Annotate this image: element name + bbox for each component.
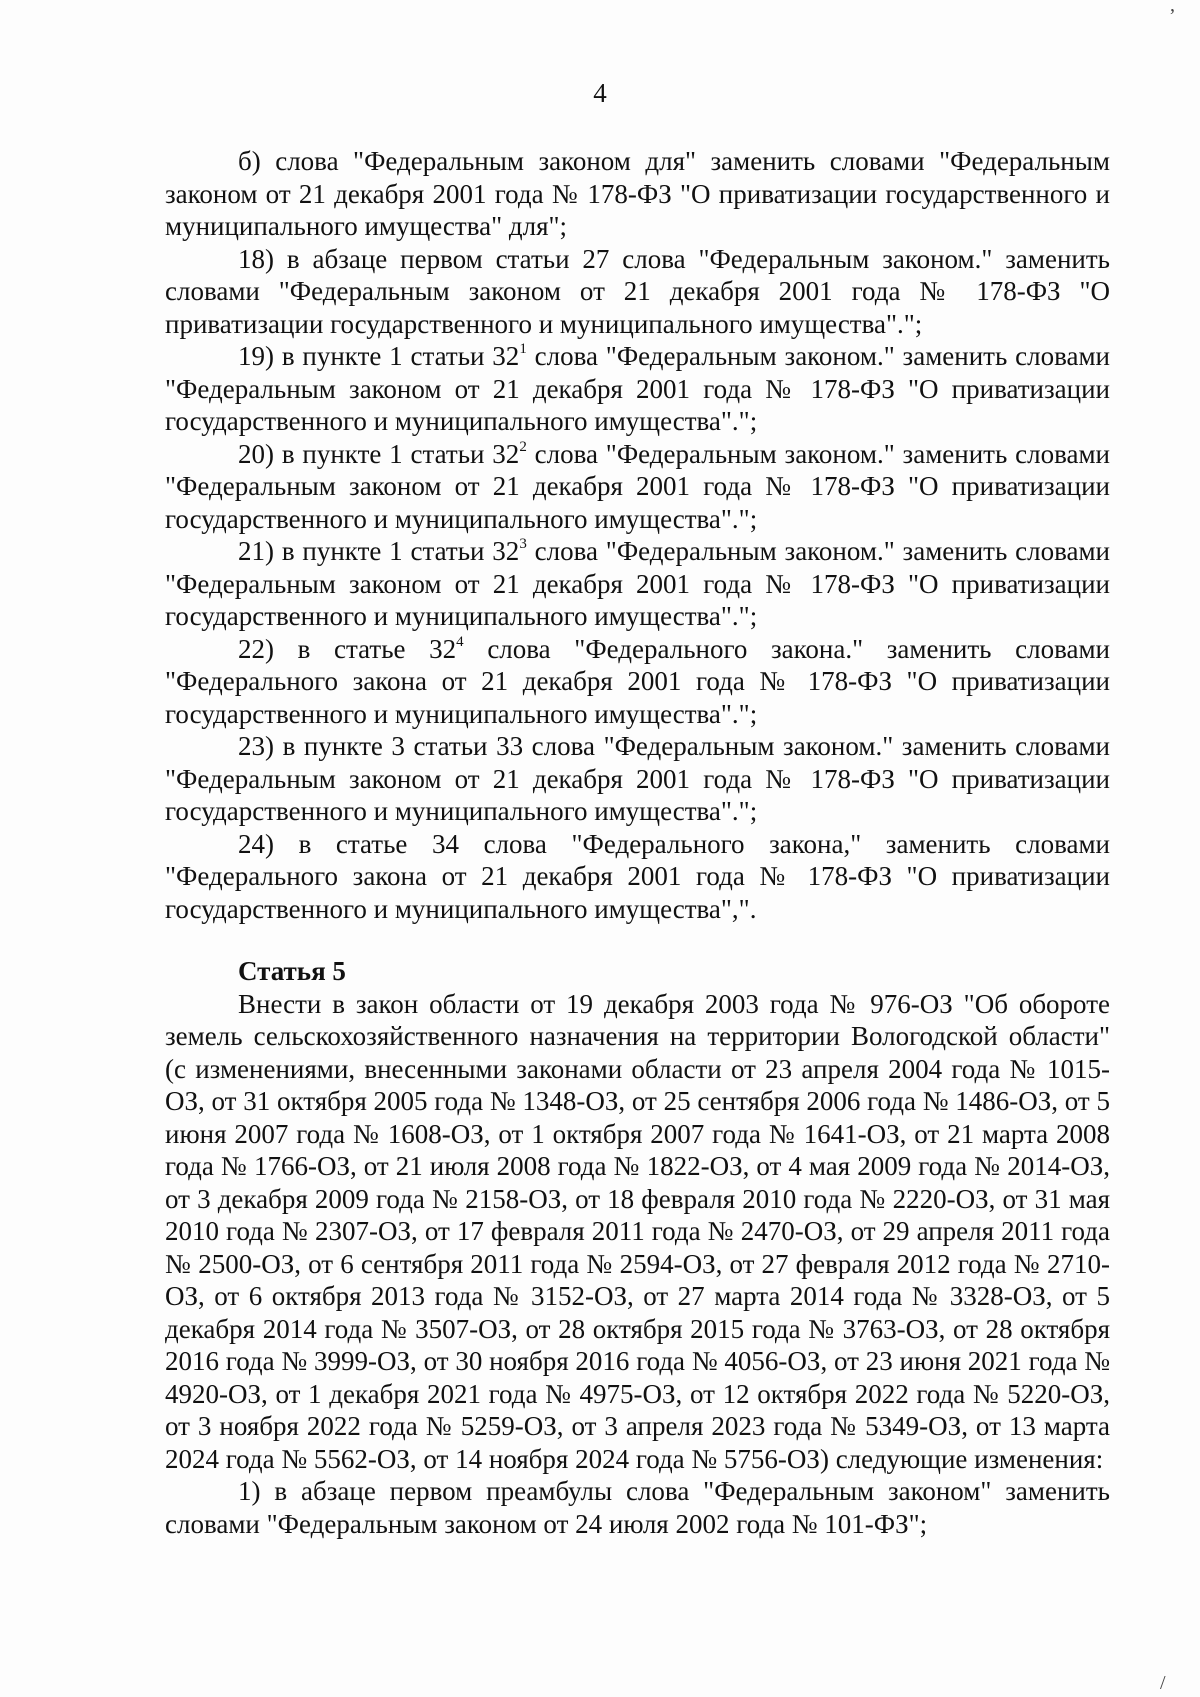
paragraph-18: 18) в абзаце первом статьи 27 слова "Федеральным законом." заменить словами "Федеральным законом от 21 декабря 2001 года № 178-ФЗ "О приватизации государственного и муниципального имущества"."; [165,243,1110,339]
page-number: 4 [593,78,607,108]
paragraph-24: 24) в статье 34 слова "Федерального закона," заменить словами "Федерального закона от 21 декабря 2001 года № 178-ФЗ "О приватизации государственного и муниципального имущества",". [165,828,1110,924]
paragraph-19: 19) в пункте 1 статьи $32^1$ слова "Федеральным законом." заменить словами "Федеральным законом от 21 декабря 2001 года № 178-ФЗ "О приватизации государственного и муниципального имущества"."; [165,341,1110,436]
section-gap [165,925,1110,955]
document-body [165,145,1110,1540]
article-heading: Статья 5 [238,956,346,986]
paragraph-23: 23) в пункте 3 статьи 33 слова "Федеральным законом." заменить словами "Федеральным законом от 21 декабря 2001 года № 178-ФЗ "О приватизации государственного и муниципального имущества"."; [165,731,1110,826]
scan-mark-bottom: / [1160,1672,1166,1694]
paragraph-b: б) слова "Федеральным законом для" заменить словами "Федеральным законом от 21 декабря 2001 года № 178-ФЗ "О приватизации государственного и муниципального имущества" для"; [165,146,1110,241]
paragraph-20: 20) в пункте 1 статьи $32^2$ слова "Федеральным законом." заменить словами "Федеральным законом от 21 декабря 2001 года № 178-ФЗ "О приватизации государственного и муниципального имущества"."; [165,438,1110,534]
scan-mark-top: , [1170,0,1175,16]
article-item-1: 1) в абзаце первом преамбулы слова "Федеральным законом" заменить словами "Федеральным законом от 24 июля 2002 года № 101-ФЗ"; [165,1476,1110,1539]
paragraph-22: 22) в статье $32^4$ слова "Федерального закона." заменить словами "Федерального закона от 21 декабря 2001 года № 178-ФЗ "О приватизации государственного и муниципального имущества"."; [165,633,1110,729]
paragraph-21: 21) в пункте 1 статьи $32^3$ слова "Федеральным законом." заменить словами "Федеральным законом от 21 декабря 2001 года № 178-ФЗ "О приватизации государственного и муниципального имущества"."; [165,536,1110,631]
article-intro: Внести в закон области от 19 декабря 2003 года № 976-ОЗ "Об обороте земель сельскохозяйственного назначения на территории Вологодской области" (с изменениями, внесенными законами области от 23 апреля 2004 года № 1015-ОЗ, от 31 октября 2005 года № 1348-ОЗ, от 25 сентября 2006 года № 1486-ОЗ, от 5 июня 2007 года № 1608-ОЗ, от 1 октября 2007 года № 1641-ОЗ, от 21 марта 2008 года № 1766-ОЗ, от 21 июля 2008 года № 1822-ОЗ, от 4 мая 2009 года № 2014-ОЗ, от 3 декабря 2009 года № 2158-ОЗ, от 18 февраля 2010 года № 2220-ОЗ, от 31 мая 2010 года № 2307-ОЗ, от 17 февраля 2011 года № 2470-ОЗ, от 29 апреля 2011 года № 2500-ОЗ, от 6 сентября 2011 года № 2594-ОЗ, от 27 февраля 2012 года № 2710-ОЗ, от 6 октября 2013 года № 3152-ОЗ, от 27 марта 2014 года № 3328-ОЗ, от 5 декабря 2014 года № 3507-ОЗ, от 28 октября 2015 года № 3763-ОЗ, от 28 октября 2016 года № 3999-ОЗ, от 30 ноября 2016 года № 4056-ОЗ, от 23 июня 2021 года № 4920-ОЗ, от 1 декабря 2021 года № 4975-ОЗ, от 12 октября 2022 года № 5220-ОЗ, от 3 ноября 2022 года № 5259-ОЗ, от 3 апреля 2023 года № 5349-ОЗ, от 13 марта 2024 года № 5562-ОЗ, от 14 ноября 2024 года № 5756-ОЗ) следующие изменения: [165,988,1110,1474]
